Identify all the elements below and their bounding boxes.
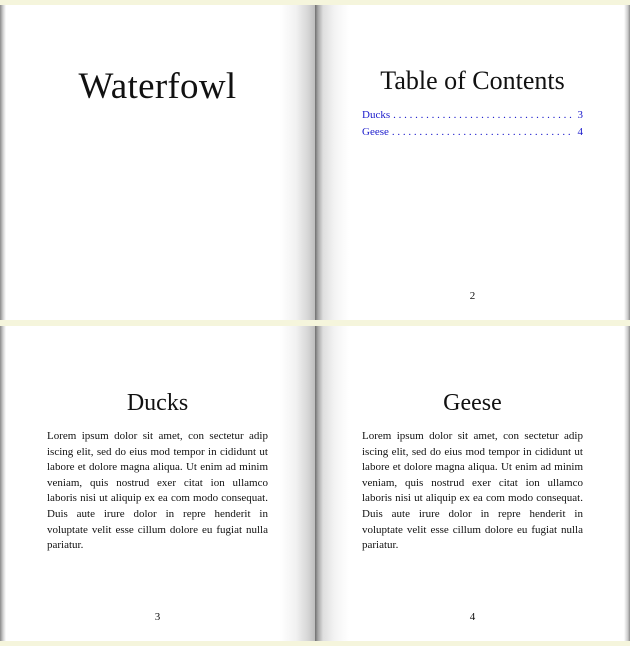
contents-entry-geese[interactable]	[362, 124, 583, 141]
chapter-title: Ducks	[126, 390, 189, 416]
contents-entry-label: Ducks	[362, 109, 391, 121]
ducks-page	[0, 326, 315, 641]
contents-entry-page: 4	[577, 126, 583, 138]
contents-entry-page: 3	[577, 109, 583, 121]
leader-dots	[392, 124, 573, 141]
chapter-body-text: Lorem ipsum dolor sit amet, con sectetur adip iscing elit, sed do eius mod tempor in cididunt ut labore et dolore magna aliqua. Ut enim ad minim veniam, quis nostrud exer citat ion ullamco laboris nisi ut aliquip ex ea com modo consequat. Duis aute irure dolor in repre henderit in voluptate velit esse cillum dolore eu fugiat nulla pariatur.	[362, 430, 583, 552]
contents-title: Table of Contents	[380, 66, 565, 95]
chapter-body-text: Lorem ipsum dolor sit amet, con sectetur adip iscing elit, sed do eius mod tempor in cididunt ut labore et dolore magna aliqua. Ut enim ad minim veniam, quis nostrud exer citat ion ullamco laboris nisi ut aliquip ex ea com modo consequat. Duis aute irure dolor in repre henderit in voluptate velit esse cillum dolore eu fugiat nulla pariatur.	[47, 430, 268, 552]
page-number: 3	[154, 611, 161, 623]
page-number: 2	[469, 290, 476, 302]
contents-entry-label: Geese	[362, 126, 389, 138]
chapter-title: Geese	[443, 390, 502, 416]
contents-entry-ducks[interactable]	[362, 107, 583, 124]
geese-page	[315, 326, 630, 641]
contents-page	[315, 5, 630, 320]
contents-list	[362, 107, 583, 141]
leader-dots	[393, 107, 572, 124]
title-page	[0, 5, 315, 320]
book-title: Waterfowl	[78, 66, 237, 107]
page-number: 4	[469, 611, 476, 623]
